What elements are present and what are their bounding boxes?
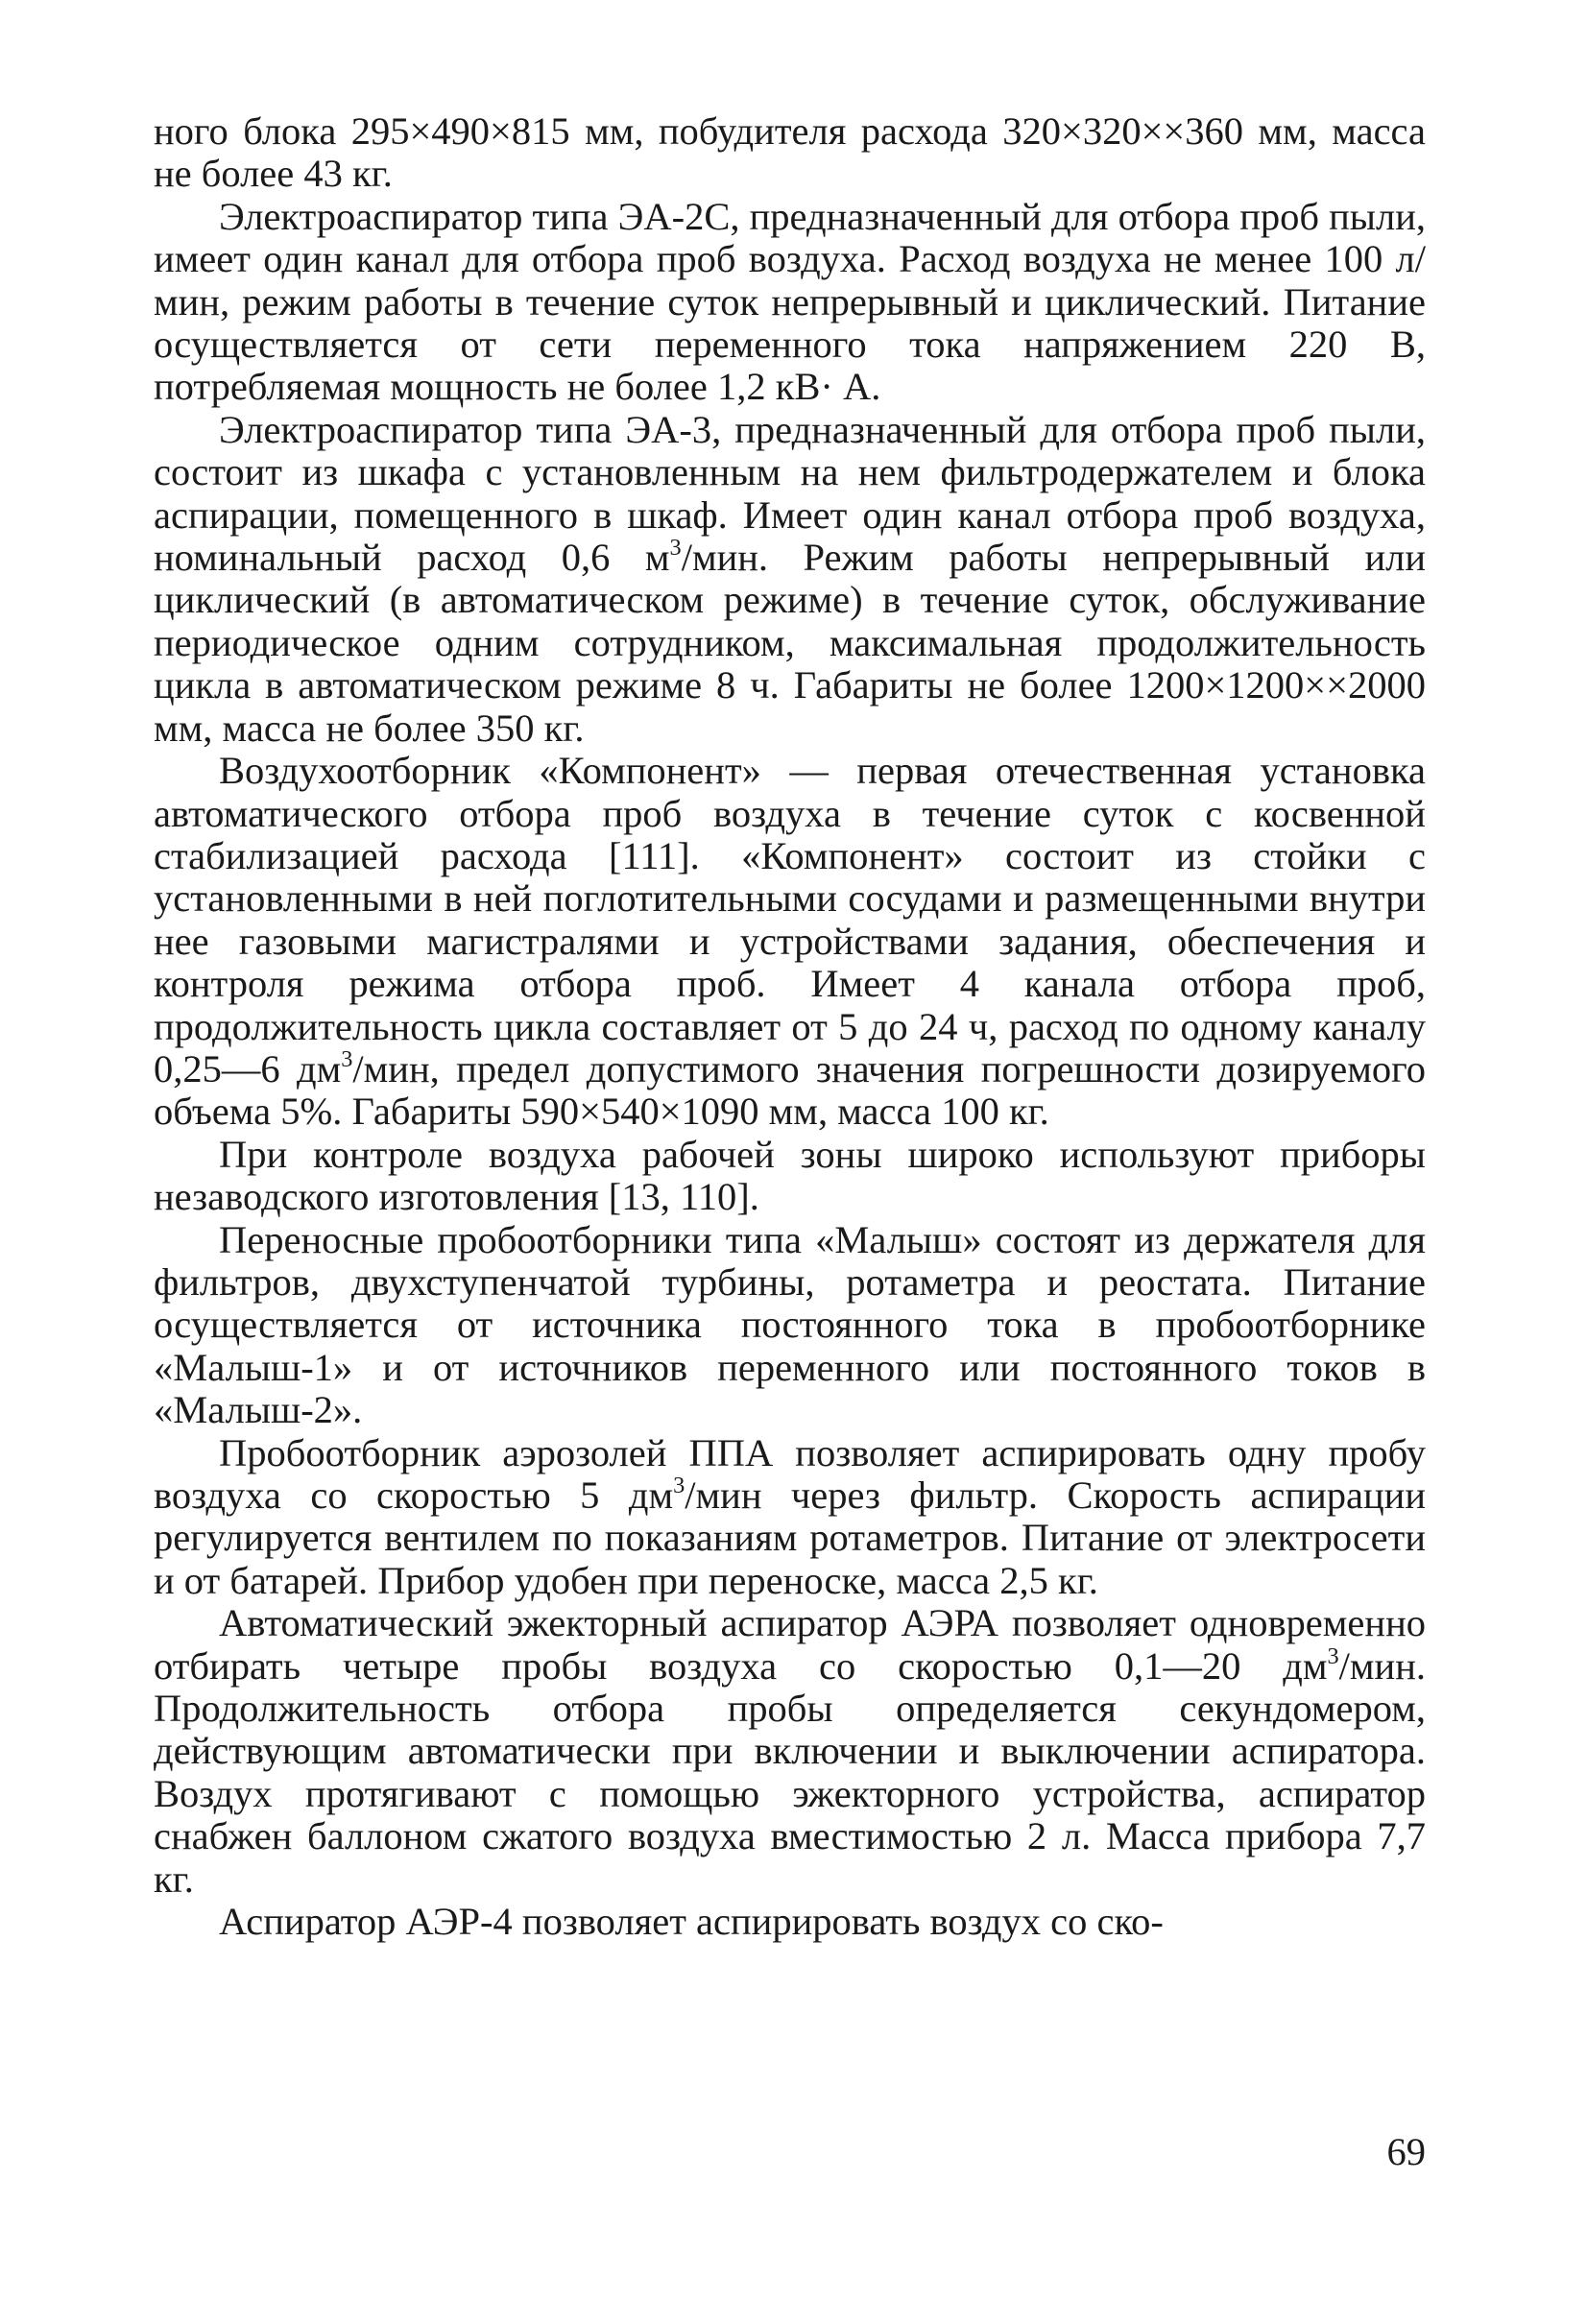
text-run: Воздухоотборник «Компонент» — первая отечественная установка автоматического отбора проб воздуха в течение суток с косвенной стабилизацией расхода [111]. «Компонент» состоит из стойки с установленными в ней поглотительными сосудами и размещенными внутри нее газовыми магистралями и устройствами задания, обеспечения и контроля режима отбора проб. Имеет 4 канала отбора проб, продолжительность цикла составляет от 5 до 24 ч, расход по одному каналу 0,25—6 дм [154,749,1426,1090]
paragraph-4 [154,1134,1426,1219]
superscript: 3 [673,1473,685,1499]
page-number: 69 [1386,2130,1426,2173]
text-run: /мин через фильтр. Скорость аспирации регулируется вентилем по показаниям ротаметров. Питание от электросети и от батарей. Прибор удобен при переноске, масса 2,5 кг. [154,1473,1426,1602]
text-run: При контроле воздуха рабочей зоны широко используют приборы незаводского изготовления [13, 110]. [154,1132,1426,1219]
paragraph-2 [154,409,1426,750]
text-run: Переносные пробоотборники типа «Малыш» состоят из держателя для фильтров, двухступенчатой турбины, ротаметра и реостата. Питание осуществляется от источника постоянного тока в пробоотборнике «Малыш-1» и от источников переменного или постоянного токов в «Малыш-2». [154,1217,1426,1432]
page-body [154,110,1426,1943]
text-run: ного блока 295×490×815 мм, побудителя расхода 320×320××360 мм, масса не более 43 кг. [154,109,1426,196]
paragraph-0 [154,110,1426,196]
paragraph-1 [154,196,1426,409]
paragraph-8 [154,1901,1426,1943]
text-run: /мин. Продолжительность отбора пробы определяется секундомером, действующим автоматически при включении и выключении аспиратора. Воздух протягивают с помощью эжекторного устройства, аспиратор снабжен баллоном сжатого воздуха вместимостью 2 л. Масса прибора 7,7 кг. [154,1643,1426,1901]
text-run: /мин, предел допустимого значения погрешности дозируемого объема 5%. Габариты 590×540×1090 мм, масса 100 кг. [154,1046,1426,1134]
paragraph-6 [154,1432,1426,1603]
text-run: /мин. Режим работы непрерывный или циклический (в автоматическом режиме) в течение суток, обслуживание периодическое одним сотрудником, максимальная продолжительность цикла в автоматическом режиме 8 ч. Габариты не более 1200×1200××2000 мм, масса не более 350 кг. [154,536,1426,750]
text-run: Аспиратор АЭР-4 позволяет аспирировать воздух со ско- [219,1900,1164,1944]
text-run: Пробоотборник аэрозолей ППА позволяет аспирировать одну пробу воздуха со скоростью 5 дм [154,1430,1426,1517]
paragraph-3 [154,750,1426,1134]
paragraph-5 [154,1219,1426,1432]
text-run: Электроаспиратор типа ЭА-2С, предназначенный для отбора проб пыли, имеет один канал для отбора проб воздуха. Расход воздуха не менее 100 л/мин, режим работы в течение суток непрерывный и циклический. Питание осуществляется от сети переменного тока напряжением 220 В, потребляемая мощность не более 1,2 кВ· А. [154,194,1426,409]
superscript: 3 [1327,1642,1339,1669]
superscript: 3 [341,1046,353,1073]
superscript: 3 [669,535,682,562]
text-run: Автоматический эжекторный аспиратор АЭРА позволяет одновременно отбирать четыре пробы воздуха со скоростью 0,1—20 дм [154,1601,1426,1688]
text-run: Электроаспиратор типа ЭА-3, предназначенный для отбора проб пыли, состоит из шкафа с установленным на нем фильтродержателем и блока аспирации, помещенного в шкаф. Имеет один канал отбора проб воздуха, номинальный расход 0,6 м [154,407,1426,580]
paragraph-7 [154,1602,1426,1901]
